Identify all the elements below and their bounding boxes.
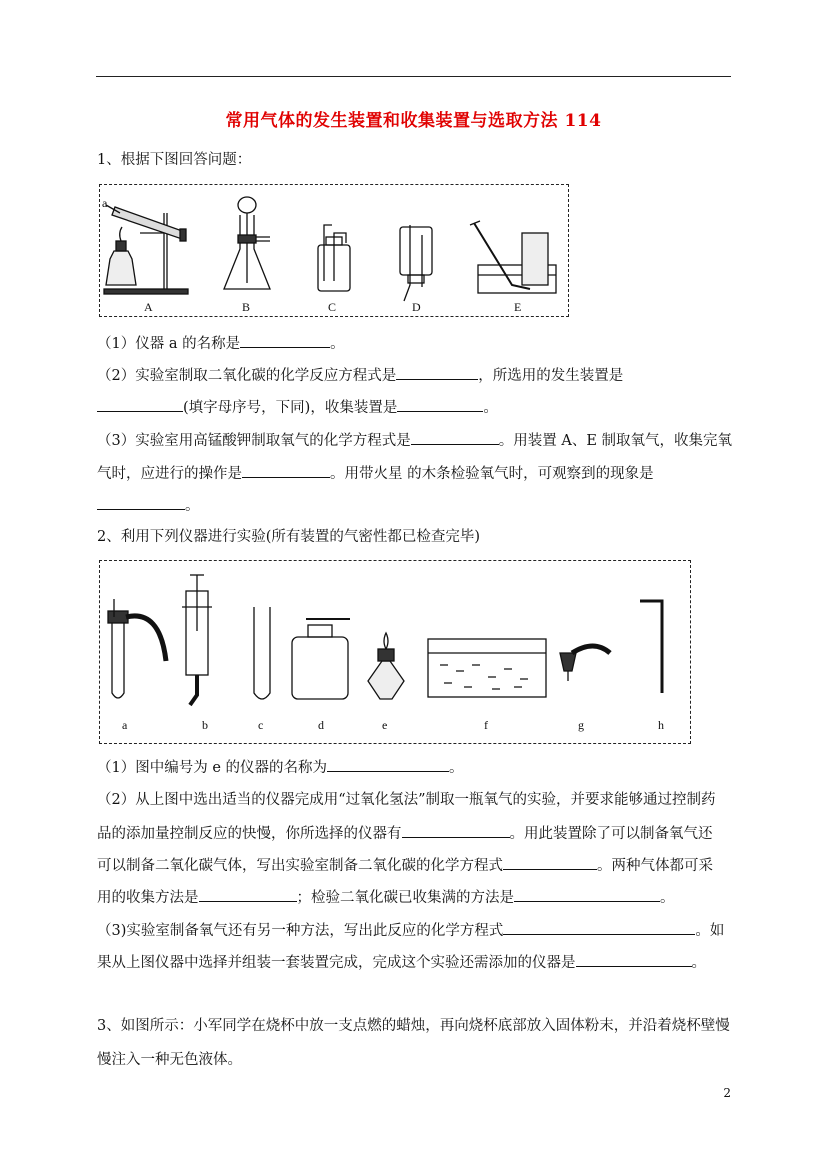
answer-blank[interactable] (576, 952, 692, 967)
q2-label-g: g (578, 718, 584, 732)
answer-blank[interactable] (402, 823, 510, 838)
answer-blank[interactable] (503, 920, 695, 935)
q1-part3-line3: 。 (97, 495, 200, 516)
q1-apparatus-drawing (100, 185, 568, 316)
q1-part3-line2: 气时，应进行的操作是 。用带火星 的木条检验氧气时，可观察到的现象是 (97, 463, 654, 484)
q2-label-b: b (202, 718, 208, 732)
q3-line2: 慢注入一种无色液体。 (97, 1052, 242, 1068)
q1-label-C: C (328, 300, 337, 314)
answer-blank[interactable] (242, 463, 330, 478)
header-rule (96, 76, 731, 77)
answer-blank[interactable] (199, 887, 297, 902)
q1-part2-line2: (填字母序号，下同)，收集装置是 。 (97, 397, 498, 418)
answer-blank[interactable] (97, 397, 183, 412)
q2-part2-line1: （2）从上图中选出适当的仪器完成用“过氧化氢法”制取一瓶氧气的实验，并要求能够通过控制药 (97, 792, 716, 808)
q1-label-D: D (412, 300, 421, 314)
q2-part2-line3: 可以制备二氧化碳气体，写出实验室制备二氧化碳的化学方程式 。两种气体都可采 (97, 855, 713, 876)
q1-label-A: A (144, 300, 153, 314)
q1-label-B: B (242, 300, 251, 314)
q2-part2-line2: 品的添加量控制反应的快慢，你所选择的仪器有 。用此装置除了可以制备氧气还 (97, 823, 713, 844)
q2-label-e: e (382, 718, 388, 732)
q1-part2-line1: （2）实验室制取二氧化碳的化学反应方程式是 ，所选用的发生装置是 (97, 365, 623, 386)
q1-label-E: E (514, 300, 522, 314)
q1-part1: （1）仪器 a 的名称是 。 (97, 333, 345, 354)
q2-part2-line4: 用的收集方法是 ；检验二氧化碳已收集满的方法是 。 (97, 887, 675, 908)
q2-apparatus-drawing (100, 561, 690, 743)
answer-blank[interactable] (514, 887, 660, 902)
q2-part3-line2: 果从上图仪器中选择并组装一套装置完成，完成这个实验还需添加的仪器是 。 (97, 952, 706, 973)
q1-part3-line1: （3）实验室用高锰酸钾制取氧气的化学方程式是 。用装置 A、E 制取氧气，收集完氧 (97, 430, 732, 451)
answer-blank[interactable] (97, 495, 185, 510)
q3-line1: 3、如图所示：小军同学在烧杯中放一支点燃的蜡烛，再向烧杯底部放入固体粉末，并沿着烧杯壁慢 (97, 1018, 730, 1034)
q2-label-h: h (658, 718, 664, 732)
q2-label-f: f (484, 718, 488, 732)
q1-label-a: a (102, 196, 108, 210)
answer-blank[interactable] (240, 333, 330, 348)
q2-part3-line1: （3)实验室制备氧气还有另一种方法，写出此反应的化学方程式 。如 (97, 920, 724, 941)
page-title: 常用气体的发生装置和收集装置与选取方法 114 (225, 111, 602, 131)
q1-figure-labels (102, 196, 521, 314)
q1-figure (99, 184, 569, 317)
answer-blank[interactable] (396, 365, 478, 380)
q2-figure (99, 560, 691, 744)
q2-label-d: d (318, 718, 324, 732)
answer-blank[interactable] (397, 397, 483, 412)
answer-blank[interactable] (411, 430, 499, 445)
page-number: 2 (723, 1086, 731, 1100)
answer-blank[interactable] (327, 757, 449, 772)
q2-label-c: c (258, 718, 264, 732)
q2-label-a: a (122, 718, 128, 732)
q2-figure-labels (122, 718, 664, 732)
answer-blank[interactable] (503, 855, 597, 870)
q2-prompt: 2、利用下列仪器进行实验(所有装置的气密性都已检查完毕) (97, 529, 481, 545)
q2-part1: （1）图中编号为 e 的仪器的名称为 。 (97, 757, 464, 778)
q1-prompt: 1、根据下图回答问题： (97, 152, 252, 168)
